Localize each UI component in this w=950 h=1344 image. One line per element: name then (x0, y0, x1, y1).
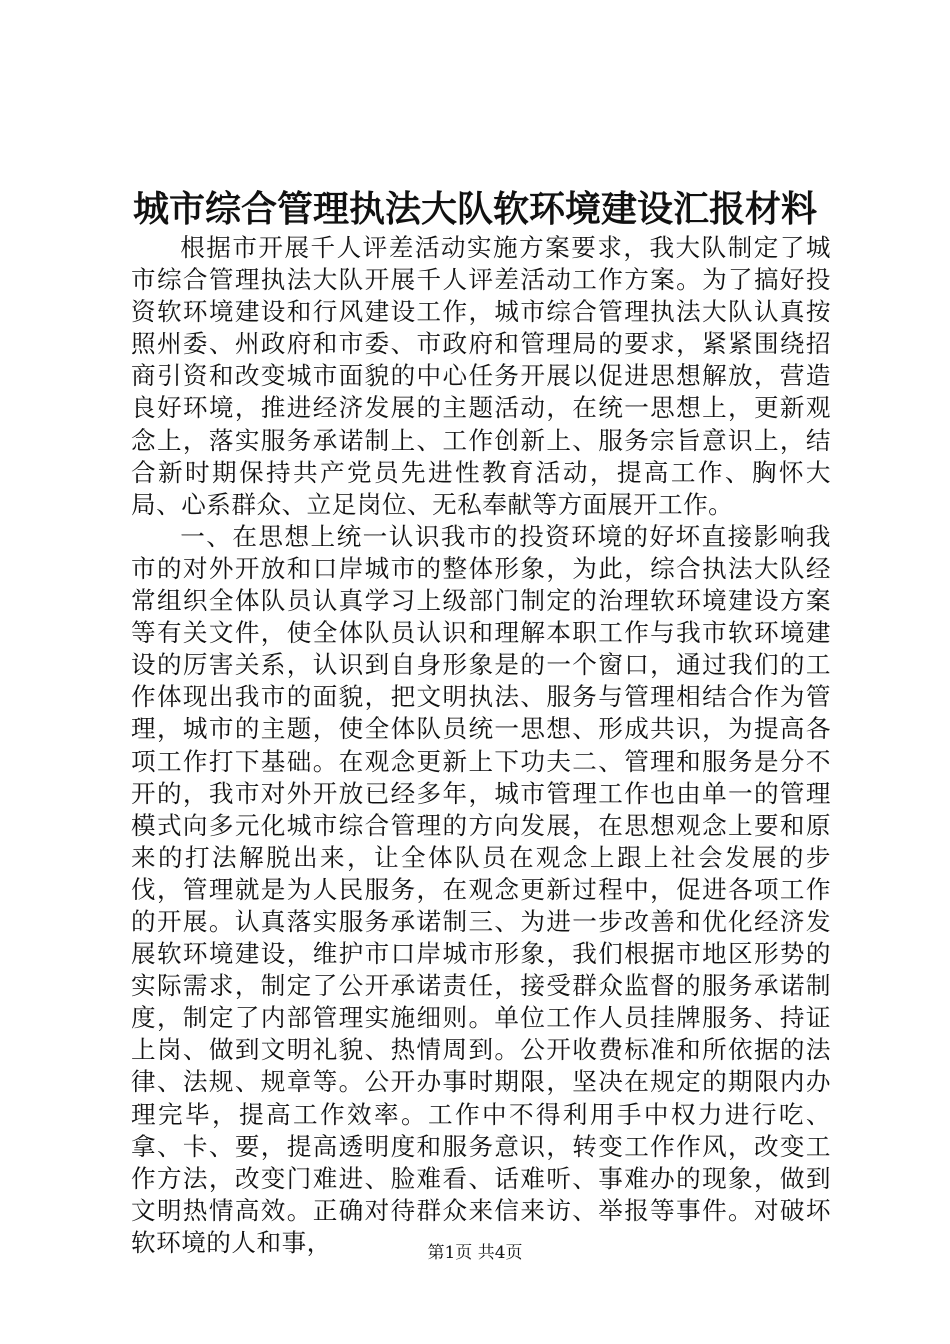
paragraph-intro: 根据市开展千人评差活动实施方案要求，我大队制定了城市综合管理执法大队开展千人评差活动工作方案。为了搞好投资软环境建设和行风建设工作，城市综合管理执法大队认真按照州委、州政府和市委、市政府和管理局的要求，紧紧围绕招商引资和改变城市面貌的中心任务开展以促进思想解放，营造良好环境，推进经济发展的主题活动，在统一思想上，更新观念上，落实服务承诺制上、工作创新上、服务宗旨意识上，结合新时期保持共产党员先进性教育活动，提高工作、胸怀大局、心系群众、立足岗位、无私奉献等方面展开工作。 (131, 233, 831, 519)
document-body (131, 232, 831, 1259)
document-title: 城市综合管理执法大队软环境建设汇报材料 (132, 188, 817, 230)
paragraph-section-one: 一、在思想上统一认识我市的投资环境的好坏直接影响我市的对外开放和口岸城市的整体形象，为此，综合执法大队经常组织全体队员认真学习上级部门制定的治理软环境建设方案等有关文件，使全体队员认识和理解本职工作与我市软环境建设的厉害关系，认识到自身形象是的一个窗口，通过我们的工作体现出我市的面貌，把文明执法、服务与管理相结合作为管理，城市的主题，使全体队员统一思想、形成共识，为提高各项工作打下基础。在观念更新上下功夫二、管理和服务是分不开的，我市对外开放已经多年，城市管理工作也由单一的管理模式向多元化城市综合管理的方向发展，在思想观念上要和原来的打法解脱出来，让全体队员在观念上跟上社会发展的步伐，管理就是为人民服务，在观念更新过程中，促进各项工作的开展。认真落实服务承诺制三、为进一步改善和优化经济发展软环境建设，维护市口岸城市形象，我们根据市地区形势的实际需求，制定了公开承诺责任，接受群众监督的服务承诺制度，制定了内部管理实施细则。单位工作人员挂牌服务、持证上岗、做到文明礼貌、热情周到。公开收费标准和所依据的法律、法规、规章等。公开办事时期限，坚决在规定的期限内办理完毕，提高工作效率。工作中不得利用手中权力进行吃、拿、卡、要，提高透明度和服务意识，转变工作作风，改变工作方法，改变门难进、脸难看、话难听、事难办的现象，做到文明热情高效。正确对待群众来信来访、举报等事件。对破坏软环境的人和事， (131, 521, 831, 1257)
page-number-footer: 第1页 共4页 (427, 1243, 523, 1263)
